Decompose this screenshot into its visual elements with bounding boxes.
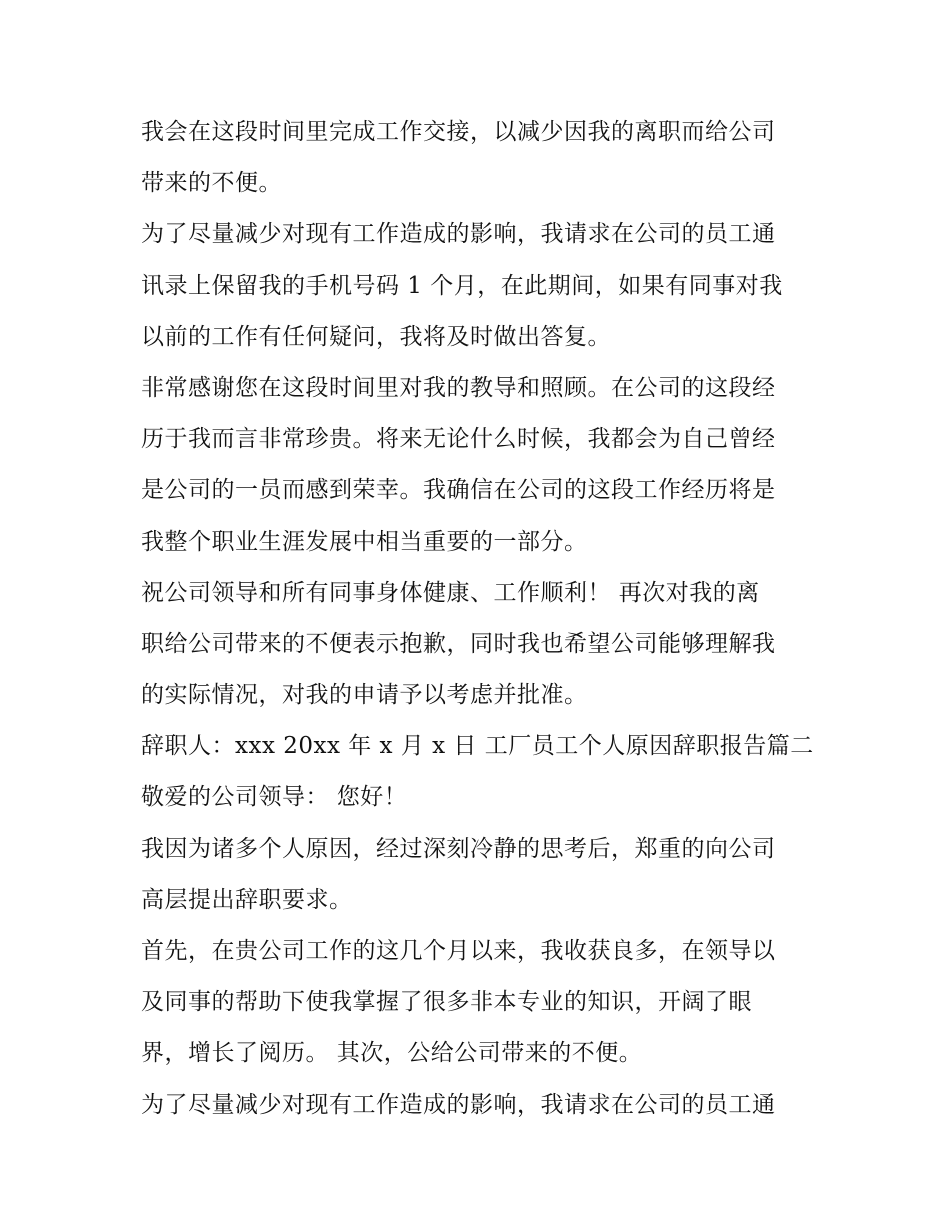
text-line: 我因为诸多个人原因，经过深刻冷静的思考后，郑重的向公司 [141,835,776,862]
text-line: 带来的不便。 [141,170,282,197]
text-line: 为了尽量减少对现有工作造成的影响，我请求在公司的员工通 [141,221,776,248]
text-line: 以前的工作有任何疑问，我将及时做出答复。 [141,323,611,350]
text-line: 我会在这段时间里完成工作交接，以减少因我的离职而给公司 [141,119,776,145]
text-line: 为了尽量减少对现有工作造成的影响，我请求在公司的员工通 [141,1091,776,1118]
text-line: 辞职人：xxx 20xx 年 x 月 x 日 工厂员工个人原因辞职报告篇二 [141,733,814,760]
text-line: 高层提出辞职要求。 [141,886,353,913]
text-line: 我整个职业生涯发展中相当重要的一部分。 [141,528,588,555]
text-line: 职给公司带来的不便表示抱歉，同时我也希望公司能够理解我 [141,630,776,657]
text-line: 讯录上保留我的手机号码 1 个月，在此期间，如果有同事对我 [141,272,783,299]
text-line: 非常感谢您在这段时间里对我的教导和照顾。在公司的这段经 [141,374,776,401]
text-line: 是公司的一员而感到荣幸。我确信在公司的这段工作经历将是 [141,477,776,504]
text-line: 敬爱的公司领导： 您好！ [141,784,408,811]
text-line: 及同事的帮助下使我掌握了很多非本专业的知识，开阔了眼 [141,989,752,1016]
text-line: 界，增长了阅历。 其次，公给公司带来的不便。 [141,1040,643,1067]
document-body [141,107,821,1131]
text-line: 首先，在贵公司工作的这几个月以来，我收获良多，在领导以 [141,938,776,964]
text-line: 历于我而言非常珍贵。将来无论什么时候，我都会为自己曾经 [141,426,776,453]
text-line: 祝公司领导和所有同事身体健康、工作顺利！ 再次对我的离 [141,579,760,606]
text-line: 的实际情况，对我的申请予以考虑并批准。 [141,682,588,709]
